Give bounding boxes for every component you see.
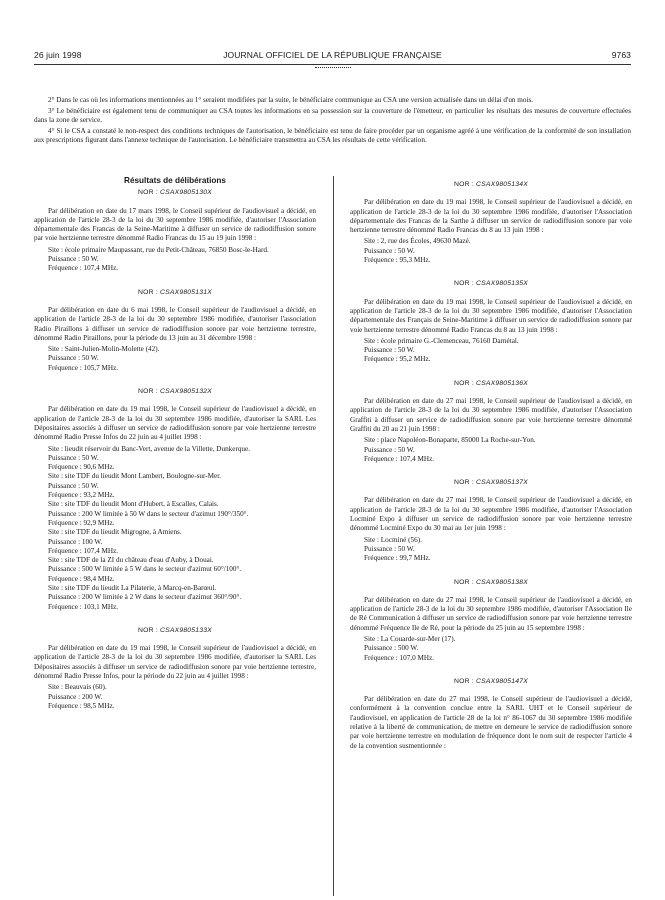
journal-title: JOURNAL OFFICIEL DE LA RÉPUBLIQUE FRANÇAISE bbox=[223, 50, 442, 60]
column-divider bbox=[333, 176, 334, 896]
site-detail-line: Puissance : 50 W. bbox=[364, 246, 415, 255]
deliberation-entry bbox=[34, 288, 316, 373]
site-detail-line: Puissance : 50 W. bbox=[48, 255, 99, 264]
deliberation-text: Par délibération en date du 27 mai 1998, le Conseil supérieur de l'audiovisuel a décidé, en application de l'article 28-3 de la loi du 30 septembre 1986 modifiée, d'autoriser l'Association Ile de Ré Communication à diffuser un service de radiodiffusion sonore par voie hertzienne terrestre dénommé Fréquence Ile de Ré, pour la période du 25 juin au 15 septembre 1998 : bbox=[350, 595, 632, 632]
intro-item: 3° Le bénéficiaire est également tenu de communiquer au CSA toutes les informations en sa possession sur la couverture de l'émetteur, en particulier les résultats des mesures de couverture effectuées dans la zone de service. bbox=[34, 107, 631, 125]
deliberation-text: Par délibération en date du 27 mai 1998, le Conseil supérieur de l'audiovisuel a décidé, en application de l'article 28-3 de la loi du 30 septembre 1986 modifiée, d'autoriser l'Association Locminé Expo à diffuser un service de radiodiffusion sonore par voie hertzienne terrestre dénommé Locminé Expo du 30 mai au 1er juin 1998 : bbox=[350, 496, 632, 533]
site-detail-line: Site : école primaire Maupassant, rue du Petit-Château, 76850 Bosc-le-Hard. bbox=[48, 245, 269, 254]
site-detail-line: Fréquence : 105,7 MHz. bbox=[48, 363, 119, 372]
nor-prefix: NOR : bbox=[138, 288, 158, 296]
deliberation-entry bbox=[350, 279, 632, 364]
deliberation-text: Par délibération en date du 27 mai 1998, le Conseil supérieur de l'audiovisuel a décidé, conformément à la convention conclue entre la SARL UHT et le Conseil supérieur de l'audiovisuel, en application de l'article 28 de la loi n° 86-1067 du 30 septembre 1986 modifiée relative à la liberté de communication, de mettre en demeure le service de radiodiffusion sonore par voie hertzienne terrestre en modulation de fréquence dont le nom suit de respecter l'article 4 de la convention susmentionnée : bbox=[350, 695, 632, 750]
nor-prefix: NOR : bbox=[454, 181, 474, 188]
site-detail-line: Puissance : 500 W limitée à 5 W dans le secteur d'azimut 60°/100°. bbox=[48, 565, 242, 574]
site-detail-line: Site : Saint-Julien-Molin-Molette (42). bbox=[48, 345, 160, 354]
deliberation-entry bbox=[350, 677, 632, 751]
site-detail-line: Fréquence : 107,4 MHz. bbox=[48, 546, 119, 555]
deliberation-text: Par délibération en date du 19 mai 1998, le Conseil supérieur de l'audiovisuel a décidé, en application de l'article 28-3 de la loi du 30 septembre 1986 modifiée, d'autoriser la SARL Les Dépositaires associés à diffuser un service de radiodiffusion sonore par voie hertzienne terrestre, dénommé Radio Presse Infos, pour la période du 22 juin au 4 juillet 1998 : bbox=[34, 644, 316, 681]
header-rule bbox=[34, 64, 631, 65]
deliberation-entry bbox=[350, 478, 632, 563]
site-detail-line: Puissance : 50 W. bbox=[364, 445, 415, 454]
left-column bbox=[34, 176, 316, 725]
site-detail-line: Fréquence : 93,2 MHz. bbox=[48, 491, 115, 500]
site-detail-line: Puissance : 200 W limitée à 50 W dans le secteur d'azimut 190°/350°. bbox=[48, 509, 249, 518]
nor-prefix: NOR : bbox=[454, 280, 474, 288]
deliberation-entry bbox=[34, 387, 316, 612]
site-detail-line: Site : Locminé (56). bbox=[364, 535, 422, 544]
site-detail-line: Puissance : 50 W. bbox=[364, 544, 415, 553]
site-detail-line: Puissance : 50 W. bbox=[364, 346, 415, 355]
site-detail-line: Fréquence : 92,9 MHz. bbox=[48, 518, 115, 527]
nor-code: CSAX9805131X bbox=[160, 288, 212, 296]
nor-code: CSAX9805132X bbox=[160, 388, 212, 396]
site-detail-line: Fréquence : 107,4 MHz. bbox=[364, 454, 435, 463]
site-detail-line: Site : site TDF du lieudit Mont Lambert, Boulogne-sur-Mer. bbox=[48, 472, 222, 481]
nor-prefix: NOR : bbox=[454, 578, 474, 586]
site-detail-line: Site : école primaire G.-Clemenceau, 76160 Darnétal. bbox=[364, 336, 519, 345]
deliberation-entry bbox=[350, 180, 632, 265]
site-detail-line: Fréquence : 90,6 MHz. bbox=[48, 463, 115, 472]
site-detail-line: Site : 2, rue des Écoles, 49630 Mazé. bbox=[364, 237, 471, 246]
nor-code: CSAX9805136X bbox=[476, 379, 528, 387]
nor-code: CSAX9805147X bbox=[476, 677, 528, 685]
site-detail-line: Site : site TDF du lieudit Mont d'Hubert, à Escalles, Calais. bbox=[48, 500, 219, 509]
intro-item: 4° Si le CSA a constaté le non-respect des conditions techniques de l'autorisation, le bénéficiaire est tenu de faire procéder par un organisme agréé à une vérification de la conformité de son installation aux prescriptions figurant dans l'annexe technique de l'autorisation. Le bénéficiaire transmettra au CSA les résultats de cette vérification. bbox=[34, 127, 631, 145]
page-number: 9763 bbox=[611, 50, 631, 60]
deliberation-entry bbox=[350, 578, 632, 663]
site-detail-line: Site : place Napoléon-Bonaparte, 85000 La Roche-sur-Yon. bbox=[364, 436, 536, 445]
site-detail-line: Site : site TDF du lieudit Migrogne, à Amiens. bbox=[48, 528, 182, 537]
site-detail-line: Puissance : 50 W. bbox=[48, 481, 99, 490]
site-detail-line: Site : site TDF du lieudit La Pilaterie, à Marcq-en-Barœul. bbox=[48, 583, 217, 592]
nor-prefix: NOR : bbox=[454, 379, 474, 387]
site-detail-line: Site : lieudit réservoir du Banc-Vert, avenue de la Villette, Dunkerque. bbox=[48, 444, 251, 453]
nor-code: CSAX9805138X bbox=[476, 578, 528, 586]
nor-code: CSAX9805135X bbox=[476, 280, 528, 288]
site-detail-line: Fréquence : 98,5 MHz. bbox=[48, 701, 115, 710]
nor-code: CSAX9805130X bbox=[160, 189, 212, 197]
nor-prefix: NOR : bbox=[138, 626, 158, 634]
site-detail-line: Puissance : 500 W. bbox=[364, 644, 419, 653]
intro-item: 2° Dans le cas où les informations mentionnées au 1° seraient modifiées par la suite, le bénéficiaire communique au CSA une version actualisée dans un délai d'un mois. bbox=[48, 96, 534, 104]
nor-reference bbox=[350, 379, 632, 388]
deliberation-text: Par délibération en date du 19 mai 1998, le Conseil supérieur de l'audiovisuel a décidé, en application de l'article 28-3 de la loi du 30 septembre 1986 modifiée, d'autoriser l'Association départementale des Francas de la Sarthe à diffuser un service de radiodiffusion sonore par voie hertzienne terrestre dénommé Radio Francas du 8 au 13 juin 1998 : bbox=[350, 198, 632, 235]
site-detail-line: Fréquence : 107,4 MHz. bbox=[48, 264, 119, 273]
nor-reference bbox=[34, 626, 316, 635]
nor-reference bbox=[350, 478, 632, 487]
section-title: Résultats de délibérations bbox=[124, 176, 226, 185]
site-detail-line: Fréquence : 99,7 MHz. bbox=[364, 554, 431, 563]
deliberation-text: Par délibération en date du 19 mai 1998, le Conseil supérieur de l'audiovisuel a décidé, en application de l'article 28-3 de la loi du 30 septembre 1986 modifiée, d'autoriser la SARL Les Dépositaires associés à diffuser un service de radiodiffusion sonore par voie hertzienne terrestre dénommé Radio Presse Infos du 22 juin au 4 juillet 1998 : bbox=[34, 405, 316, 442]
site-detail-line: Puissance : 200 W limitée à 2 W dans le secteur d'azimut 360°/90°. bbox=[48, 593, 242, 602]
site-detail-line: Puissance : 50 W. bbox=[48, 354, 99, 363]
site-detail-line: Fréquence : 98,4 MHz. bbox=[48, 574, 115, 583]
nor-prefix: NOR : bbox=[138, 189, 158, 197]
nor-prefix: NOR : bbox=[454, 479, 474, 487]
site-detail-line: Fréquence : 95,2 MHz. bbox=[364, 355, 431, 364]
site-detail-line: Puissance : 200 W. bbox=[48, 692, 103, 701]
deliberation-entry bbox=[34, 188, 316, 273]
nor-code: CSAX9805134X bbox=[476, 181, 528, 188]
left-entries bbox=[34, 188, 316, 711]
nor-reference bbox=[34, 288, 316, 297]
deliberation-text: Par délibération en date du 19 mai 1998, le Conseil supérieur de l'audiovisuel a décidé, en application de l'article 28-3 de la loi du 30 septembre 1986 modifiée, d'autoriser l'Association départementale des Français de Seine-Maritime à diffuser un service de radiodiffusion sonore par voie hertzienne terrestre dénommé Radio Francas du 8 au 13 juin 1998 : bbox=[350, 297, 632, 334]
site-detail-line: Fréquence : 107,0 MHz. bbox=[364, 653, 435, 662]
nor-reference bbox=[350, 578, 632, 587]
deliberation-text: Par délibération en date du 27 mai 1998, le Conseil supérieur de l'audiovisuel a décidé, en application de l'article 28-3 de la loi du 30 septembre 1986 modifiée, d'autoriser l'Association Graffiti à diffuser un service de radiodiffusion sonore par voie hertzienne terrestre dénommé Graffiti du 20 au 21 juin 1998 : bbox=[350, 397, 632, 433]
nor-code: CSAX9805133X bbox=[160, 626, 212, 634]
site-detail-line: Puissance : 50 W. bbox=[48, 453, 99, 462]
right-column bbox=[350, 180, 632, 765]
header-ornament bbox=[315, 67, 351, 68]
page-header bbox=[34, 50, 631, 64]
site-detail-line: Site : La Couarde-sur-Mer (17). bbox=[364, 634, 456, 643]
nor-reference bbox=[34, 188, 316, 197]
nor-reference bbox=[350, 677, 632, 686]
nor-prefix: NOR : bbox=[138, 388, 158, 396]
site-detail-line: Fréquence : 103,1 MHz. bbox=[48, 602, 119, 611]
header-date: 26 juin 1998 bbox=[34, 50, 82, 60]
nor-code: CSAX9805137X bbox=[476, 479, 528, 487]
intro-paragraphs bbox=[34, 96, 631, 147]
site-detail-line: Puissance : 100 W. bbox=[48, 537, 103, 546]
site-detail-line: Site : site TDF de la ZI du château d'eau d'Auby, à Douai. bbox=[48, 556, 214, 565]
right-entries bbox=[350, 180, 632, 751]
deliberation-entry bbox=[350, 379, 632, 464]
nor-reference bbox=[350, 279, 632, 288]
deliberation-text: Par délibération en date du 17 mars 1998, le Conseil supérieur de l'audiovisuel a décidé, en application de l'article 28-3 de la loi du 30 septembre 1986 modifiée, d'autoriser l'Association départementale des Francas de la Seine-Maritime à diffuser un service de radiodiffusion sonore par voie hertzienne terrestre dénommé Radio Francas du 15 au 19 juin 1998 : bbox=[34, 206, 316, 243]
site-detail-line: Site : Beauvais (60). bbox=[48, 683, 107, 692]
site-detail-line: Fréquence : 95,3 MHz. bbox=[364, 256, 431, 265]
nor-reference bbox=[350, 180, 632, 189]
deliberation-text: Par délibération en date du 6 mai 1998, le Conseil supérieur de l'audiovisuel a décidé, en application de l'article 28-3 de la loi du 30 septembre 1986 modifiée, d'autoriser l'association Radio Piraillons à diffuser un service de radiodiffusion sonore par voie hertzienne terrestre, dénommé Radio Piraillons, pour la période du 13 juin au 31 décembre 1998 : bbox=[34, 305, 316, 342]
nor-reference bbox=[34, 387, 316, 396]
deliberation-entry bbox=[34, 626, 316, 711]
nor-prefix: NOR : bbox=[454, 677, 474, 685]
